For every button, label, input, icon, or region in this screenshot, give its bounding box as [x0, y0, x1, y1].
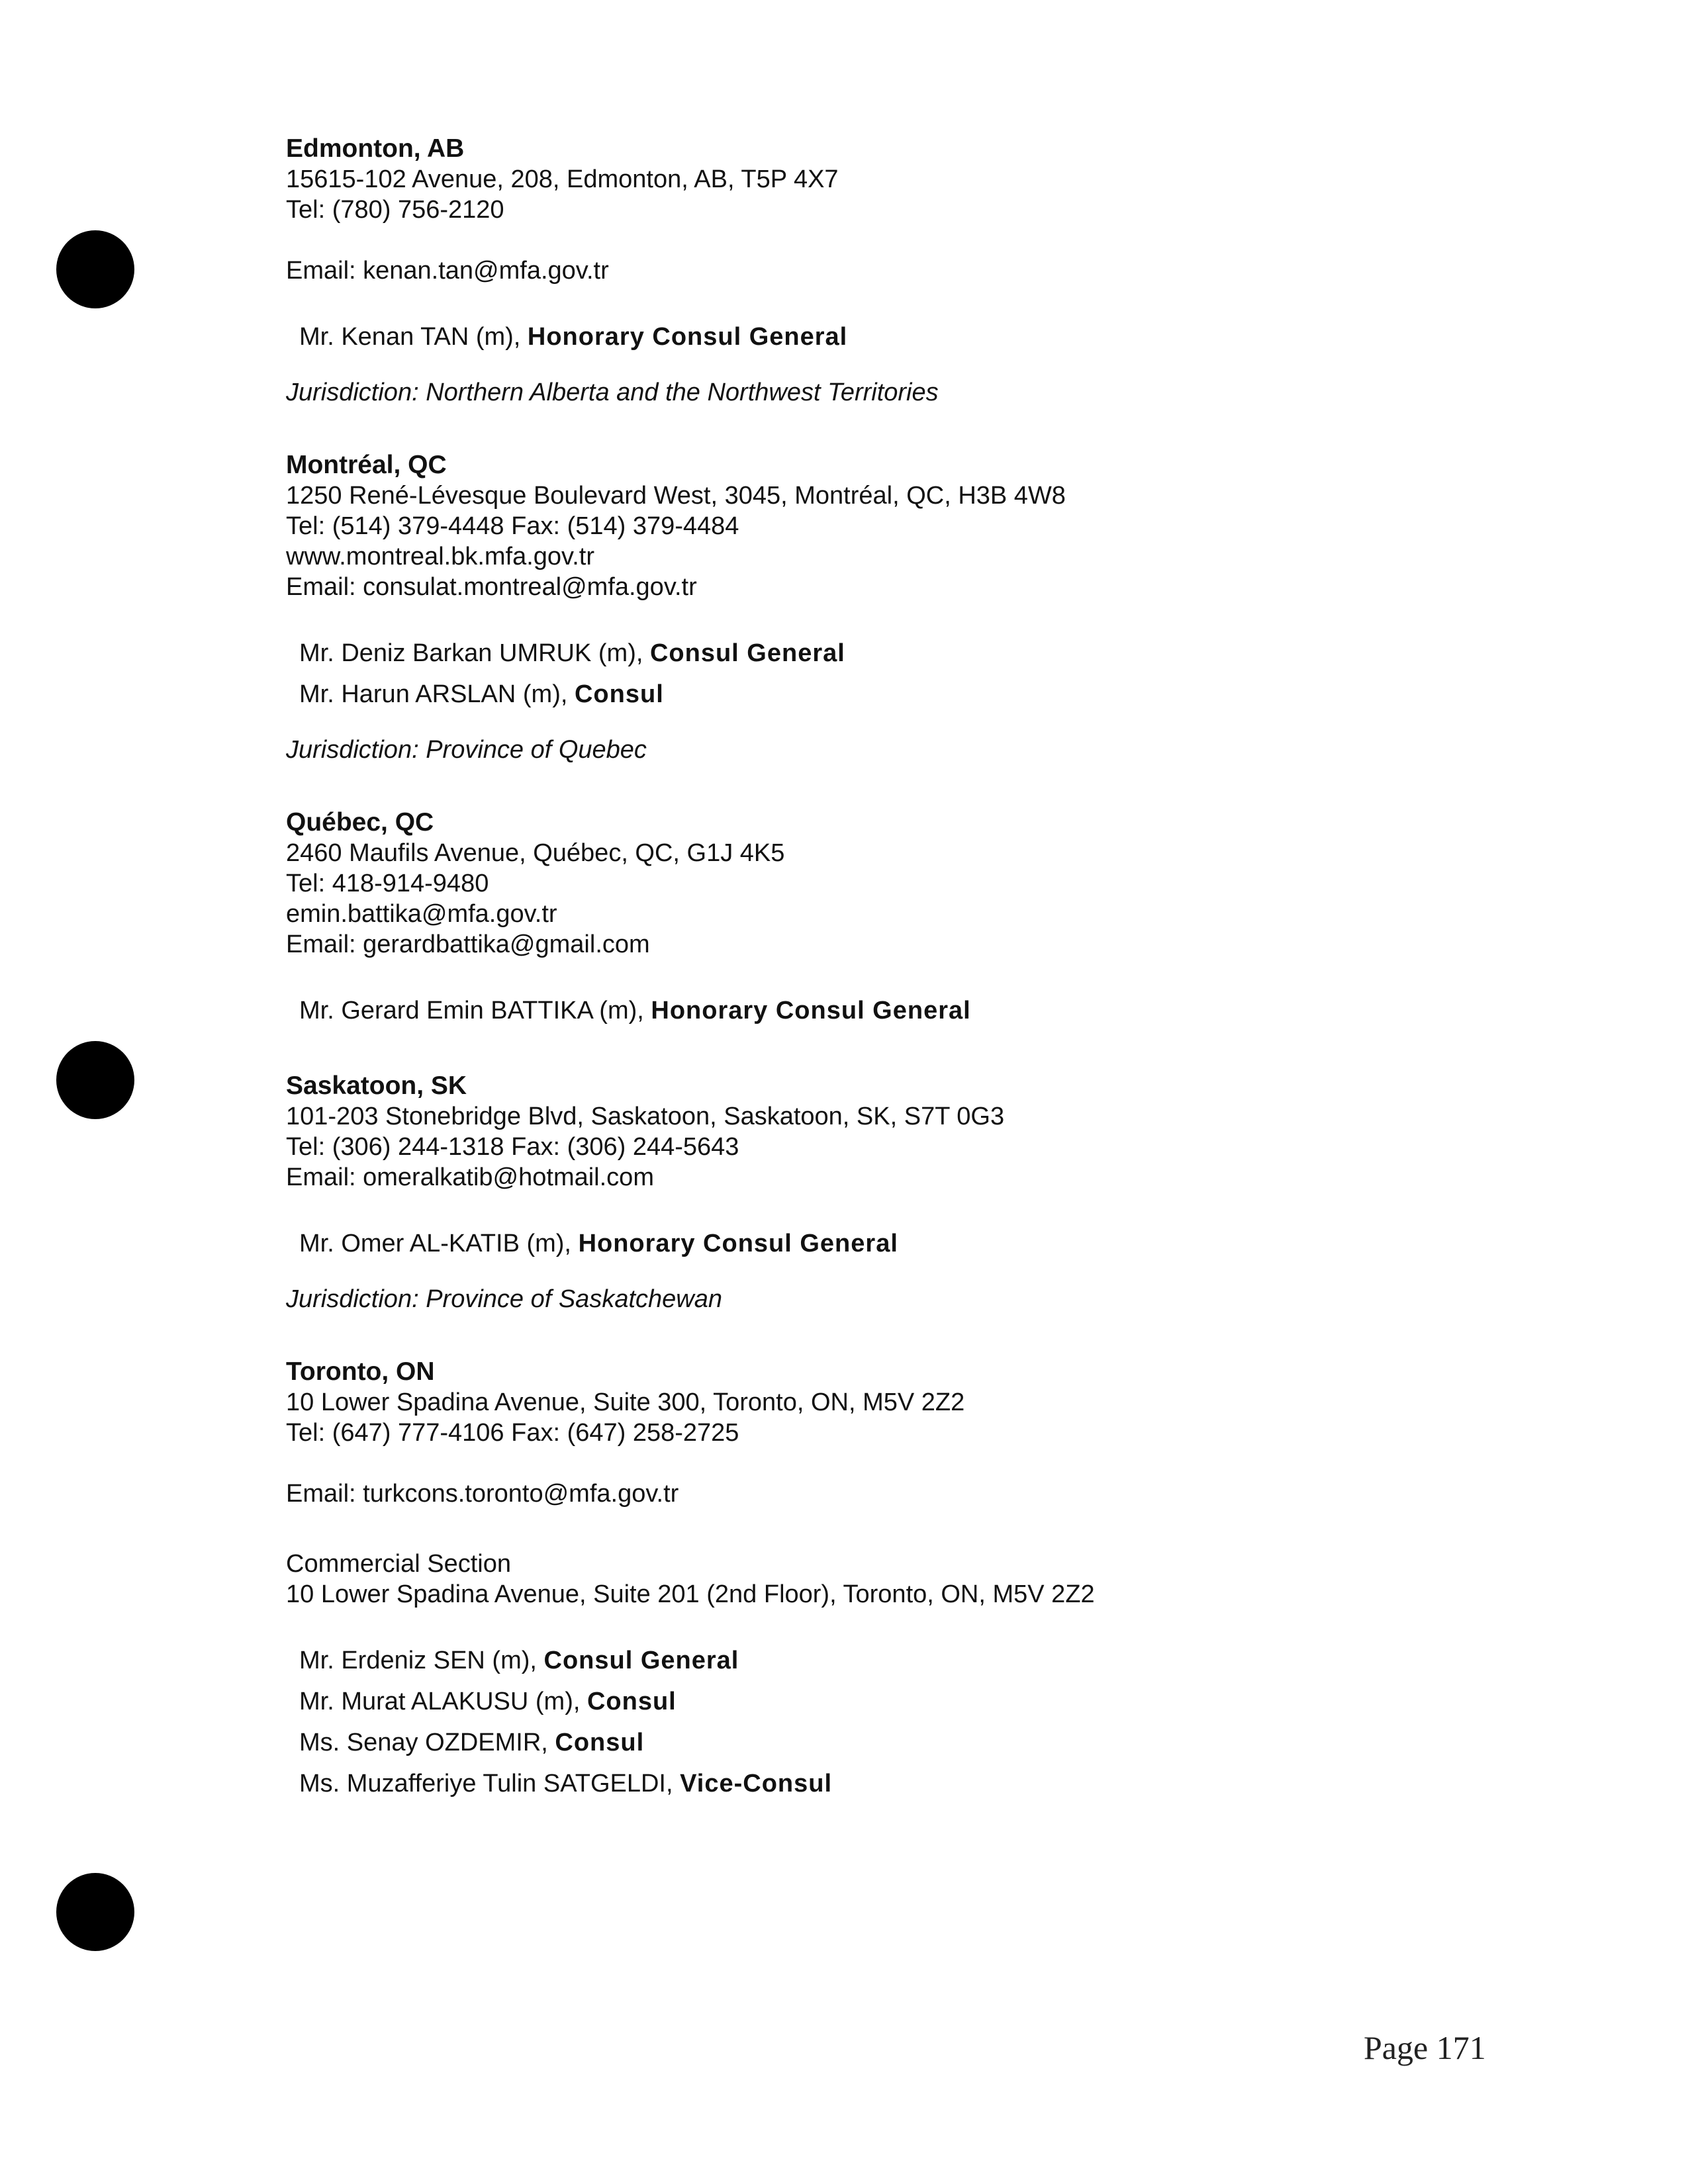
staff-title: Consul [586, 1688, 677, 1715]
jurisdiction: Jurisdiction: Northern Alberta and the Northwest Territories [286, 379, 939, 406]
staff-member [286, 1722, 1544, 1763]
entry-toronto [286, 1357, 1544, 1804]
staff-title: Consul General [543, 1647, 739, 1674]
entry-saskatoon [286, 1071, 1544, 1314]
address: 2460 Maufils Avenue, Québec, QC, G1J 4K5 [286, 839, 785, 867]
city-heading: Québec, QC [286, 808, 434, 837]
jurisdiction: Jurisdiction: Province of Saskatchewan [286, 1285, 722, 1313]
telephone: Tel: (306) 244-1318 Fax: (306) 244-5643 [286, 1133, 739, 1161]
staff-member [286, 633, 1544, 674]
staff-name: Mr. Harun ARSLAN (m), [299, 680, 568, 708]
city-heading: Montréal, QC [286, 451, 447, 479]
entry-montreal [286, 450, 1544, 765]
email: Email: kenan.tan@mfa.gov.tr [286, 257, 609, 285]
staff-title: Consul General [649, 639, 845, 667]
telephone: Tel: (647) 777-4106 Fax: (647) 258-2725 [286, 1419, 739, 1447]
staff-name: Ms. Senay OZDEMIR, [299, 1729, 548, 1756]
website: www.montreal.bk.mfa.gov.tr [286, 543, 595, 570]
staff-member [286, 1223, 1544, 1264]
staff-member [286, 1763, 1544, 1804]
staff-title: Consul [574, 680, 664, 708]
staff-member [286, 1681, 1544, 1722]
jurisdiction: Jurisdiction: Province of Quebec [286, 736, 647, 764]
address: 15615-102 Avenue, 208, Edmonton, AB, T5P 4X7 [286, 165, 839, 193]
staff-name: Mr. Gerard Emin BATTIKA (m), [299, 997, 644, 1024]
staff-name: Mr. Deniz Barkan UMRUK (m), [299, 639, 643, 667]
page-number: Page 171 [1364, 2029, 1486, 2066]
staff-title: Honorary Consul General [527, 323, 848, 351]
staff-title: Vice-Consul [680, 1770, 833, 1797]
city-heading: Saskatoon, SK [286, 1071, 467, 1100]
entry-edmonton [286, 134, 1544, 408]
telephone: Tel: 418-914-9480 [286, 870, 489, 897]
staff-name: Mr. Erdeniz SEN (m), [299, 1647, 537, 1674]
email: Email: omeralkatib@hotmail.com [286, 1163, 654, 1191]
telephone: Tel: (780) 756-2120 [286, 196, 504, 224]
staff-member [286, 990, 1544, 1031]
website: emin.battika@mfa.gov.tr [286, 900, 557, 928]
staff-member [286, 316, 1544, 357]
staff-member [286, 674, 1544, 715]
staff-title: Consul [555, 1729, 645, 1756]
consulate-list [286, 134, 1544, 1804]
address: 101-203 Stonebridge Blvd, Saskatoon, Saskatoon, SK, S7T 0G3 [286, 1103, 1005, 1130]
commercial-section-label: Commercial Section [286, 1550, 511, 1578]
commercial-section-address: 10 Lower Spadina Avenue, Suite 201 (2nd Floor), Toronto, ON, M5V 2Z2 [286, 1580, 1095, 1608]
staff-name: Mr. Murat ALAKUSU (m), [299, 1688, 581, 1715]
staff-member [286, 1640, 1544, 1681]
address: 10 Lower Spadina Avenue, Suite 300, Toronto, ON, M5V 2Z2 [286, 1388, 965, 1416]
email: Email: gerardbattika@gmail.com [286, 931, 650, 958]
city-heading: Edmonton, AB [286, 134, 465, 163]
staff-name: Mr. Omer AL-KATIB (m), [299, 1230, 571, 1257]
address: 1250 René-Lévesque Boulevard West, 3045, Montréal, QC, H3B 4W8 [286, 482, 1066, 510]
punch-hole [56, 1873, 134, 1951]
city-heading: Toronto, ON [286, 1357, 435, 1386]
staff-name: Ms. Muzafferiye Tulin SATGELDI, [299, 1770, 673, 1797]
email: Email: turkcons.toronto@mfa.gov.tr [286, 1480, 679, 1508]
telephone: Tel: (514) 379-4448 Fax: (514) 379-4484 [286, 512, 739, 540]
staff-title: Honorary Consul General [651, 997, 971, 1024]
punch-hole [56, 230, 134, 308]
email: Email: consulat.montreal@mfa.gov.tr [286, 573, 697, 601]
entry-quebec [286, 807, 1544, 1031]
staff-title: Honorary Consul General [578, 1230, 898, 1257]
staff-name: Mr. Kenan TAN (m), [299, 323, 521, 351]
punch-hole [56, 1041, 134, 1119]
